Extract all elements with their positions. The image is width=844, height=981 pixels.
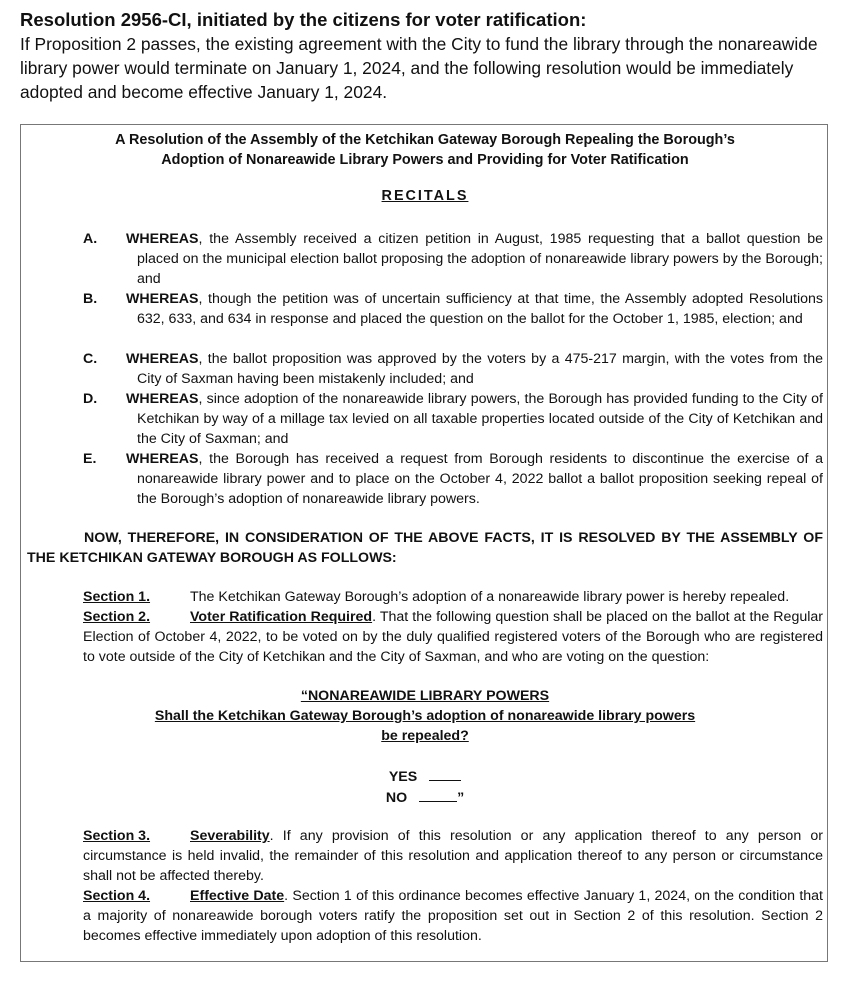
vote-yes-label: YES bbox=[388, 769, 418, 785]
recital-lead: WHEREAS bbox=[126, 291, 199, 307]
section-1 bbox=[83, 587, 823, 607]
section-heading: Voter Ratification Required bbox=[190, 609, 373, 625]
intro-title: Resolution 2956-CI, initiated by the citizens for voter ratification: bbox=[20, 9, 587, 30]
recital-letter: D. bbox=[83, 391, 98, 407]
now-therefore-clause: NOW, THEREFORE, IN CONSIDERATION OF THE ABOVE FACTS, IT IS RESOLVED BY THE ASSEMBLY OF THE KETCHIKAN GATEWAY BOROUGH AS FOLLOWS: bbox=[27, 530, 823, 566]
recital-text bbox=[126, 289, 823, 329]
resolution-title-line2: Adoption of Nonareawide Library Powers and Providing for Voter Ratification bbox=[161, 152, 689, 168]
vote-no-label: NO bbox=[385, 790, 408, 806]
ballot-question-title: “NONAREAWIDE LIBRARY POWERS bbox=[300, 688, 550, 704]
resolution-title bbox=[21, 130, 829, 170]
section-3 bbox=[83, 826, 823, 886]
recital-letter: B. bbox=[83, 291, 98, 307]
recitals-heading: RECITALS bbox=[381, 188, 469, 204]
recital-letter: A. bbox=[83, 231, 98, 247]
ballot-question bbox=[21, 686, 829, 746]
recital-body: , the Borough has received a request from Borough residents to discontinue the exercise of a nonareawide library power and to place on the October 4, 2022 ballot a ballot proposition seeking repeal of the Borough’s adoption of nonareawide library powers. bbox=[137, 451, 823, 507]
section-2 bbox=[83, 607, 823, 667]
recital-text bbox=[126, 449, 823, 509]
vote-yes-blank bbox=[429, 766, 461, 781]
section-heading: Severability bbox=[190, 828, 270, 844]
section-text: The Ketchikan Gateway Borough’s adoption of a nonareawide library power is hereby repealed. bbox=[190, 589, 790, 605]
recital-lead: WHEREAS bbox=[126, 391, 199, 407]
recital-body: , though the petition was of uncertain sufficiency at that time, the Assembly adopted Resolutions 632, 633, and 634 in response and placed the question on the ballot for the October 1, 1985, election; and bbox=[137, 291, 823, 327]
section-label: Section 4. bbox=[83, 888, 151, 904]
ballot-question-line: Shall the Ketchikan Gateway Borough’s adoption of nonareawide library powers bbox=[154, 708, 696, 724]
section-label: Section 1. bbox=[83, 589, 151, 605]
section-text: . Section 1 of this ordinance becomes effective January 1, 2024, on the condition that a majority of nonareawide borough voters ratify the proposition set out in Section 2 of this resolution. Section 2 becomes effective immediately upon adoption of this resolution. bbox=[83, 888, 823, 944]
section-label: Section 2. bbox=[83, 609, 151, 625]
recital-text bbox=[126, 349, 823, 389]
recital-lead: WHEREAS bbox=[126, 451, 199, 467]
section-text: . That the following question shall be placed on the ballot at the Regular Election of October 4, 2022, to be voted on by the duly qualified registered voters of the Borough who are registered to vote outside of the City of Ketchikan and the City of Saxman, and who are voting on the question: bbox=[83, 609, 823, 665]
recital-body: , the ballot proposition was approved by the voters by a 475-217 margin, with the votes from the City of Saxman having been mistakenly included; and bbox=[137, 351, 823, 387]
resolution-box bbox=[20, 124, 828, 962]
section-label: Section 3. bbox=[83, 828, 151, 844]
recital-lead: WHEREAS bbox=[126, 231, 199, 247]
vote-no bbox=[21, 787, 829, 809]
recital-letter: C. bbox=[83, 351, 98, 367]
recital-letter: E. bbox=[83, 451, 97, 467]
vote-yes bbox=[21, 766, 829, 788]
recital-lead: WHEREAS bbox=[126, 351, 199, 367]
resolution-title-line1: A Resolution of the Assembly of the Ketchikan Gateway Borough Repealing the Borough’s bbox=[115, 132, 735, 148]
section-4 bbox=[83, 886, 823, 946]
section-heading: Effective Date bbox=[190, 888, 285, 904]
recital-body: , since adoption of the nonareawide library powers, the Borough has provided funding to the City of Ketchikan by way of a millage tax levied on all taxable properties located outside of the City of Ketchikan and the City of Saxman; and bbox=[137, 391, 823, 447]
vote-no-blank bbox=[419, 787, 457, 802]
recital-body: , the Assembly received a citizen petition in August, 1985 requesting that a ballot question be placed on the municipal election ballot proposing the adoption of nonareawide library powers by the Borough; and bbox=[137, 231, 823, 287]
recital-text bbox=[126, 389, 823, 449]
section-text: . If any provision of this resolution or any application thereof to any person or circumstance is held invalid, the remainder of this resolution and application thereof to any person or circumstance shall not be affected thereby. bbox=[83, 828, 823, 884]
recital-text bbox=[126, 229, 823, 289]
intro bbox=[20, 8, 835, 104]
intro-body: If Proposition 2 passes, the existing agreement with the City to fund the library through the nonareawide library power would terminate on January 1, 2024, and the following resolution would be immediately adopted and become effective January 1, 2024. bbox=[20, 34, 818, 102]
ballot-question-line: be repealed? bbox=[381, 728, 469, 744]
close-quote: ” bbox=[457, 790, 465, 806]
